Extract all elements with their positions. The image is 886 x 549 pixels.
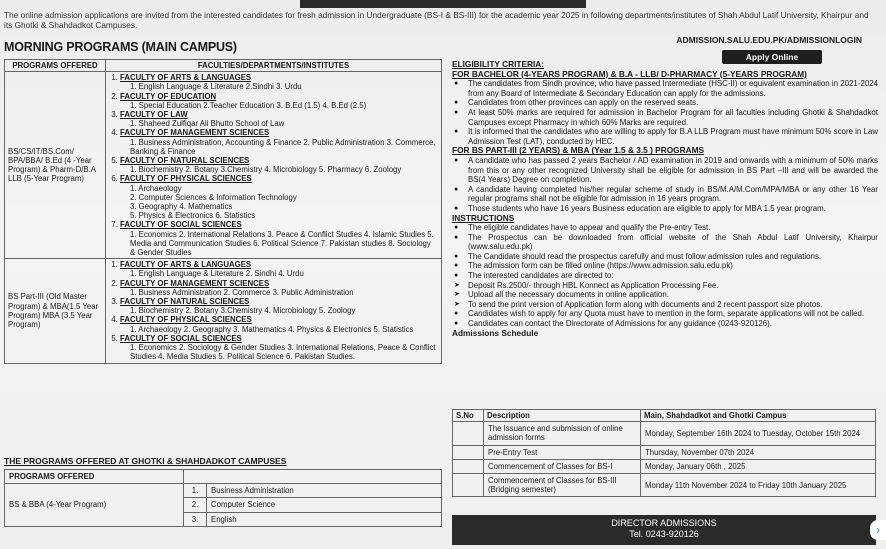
faculty-name: 4. FACULTY OF PHYSICAL SCIENCES — [120, 315, 252, 325]
schedule-date: Thursday, November 07th 2024 — [641, 445, 876, 459]
schedule-title: Admissions Schedule — [452, 327, 539, 338]
schedule-desc: Commencement of Classes for BS-III (Bridging semester) — [484, 474, 641, 497]
faculty-name: 2. FACULTY OF MANAGEMENT SCIENCES — [120, 278, 270, 288]
item-name: English — [207, 512, 442, 526]
top-banner-strip — [300, 0, 586, 8]
table-row — [5, 72, 442, 259]
ghotki-program: BS & BBA (4-Year Program) — [5, 484, 184, 527]
faculty-name: 5. FACULTY OF SOCIAL SCIENCES — [120, 333, 242, 343]
list-item: ● Those students who have 16 years Business education are eligible to apply for MBA 1.5 year program. — [462, 204, 878, 214]
faculty-item — [120, 110, 438, 128]
schedule-header-campus: Main, Shahdadkot and Ghotki Campus — [641, 410, 876, 422]
table-row — [453, 445, 876, 459]
table-row — [453, 459, 876, 473]
intro-text: The online admission applications are invited from the interested candidates for fresh admission in Undergraduate (BS-I & BS-III) for the academic year 2025 in following departments/institutes of Shah Abdul Latif University, Khairpur and its Ghotki & Shahdadkot Campuses. — [4, 10, 869, 30]
admissions-schedule-table — [452, 409, 876, 497]
list-item: ● The Prospectus can be downloaded from official website of the Shah Abdul Latif University, Khairpur (www.salu.edu.pk) — [462, 233, 878, 252]
list-item: ● Candidates wish to apply for any Quota must have to mention in the form, separate applications will not be called. — [462, 309, 878, 319]
list-item: ➤ Upload all the necessary documents in online application. — [462, 290, 878, 300]
col-header-faculties: FACULTIES/DEPARTMENTS/INSTITUTES — [106, 60, 442, 72]
faculty-name: 3. FACULTY OF NATURAL SCIENCES — [120, 297, 250, 307]
schedule-header-sno: S.No — [453, 410, 484, 422]
schedule-desc: Commencement of Classes for BS-I — [484, 459, 641, 473]
schedule-desc: The Issuance and submission of online admission forms — [484, 422, 641, 445]
list-item: ● Candidates can contact the Directorate of Admissions for any guidance (0243-920126). — [462, 319, 878, 329]
faculty-item — [120, 315, 438, 333]
list-item: ➤ Deposit Rs.2500/- through HBL Konnect as Application Processing Fee. — [462, 281, 878, 291]
portal-url[interactable]: ADMISSION.SALU.EDU.PK/ADMISSIONLOGIN — [676, 35, 862, 45]
faculty-departments: 1. Economics 2. International Relations 3. Peace & Conflict Studies 4. Islamic Studies 5. Media and Communication Studies 6. Political Science 7. Pakistan studies 8. Sociology & Gender Studies — [130, 229, 434, 258]
faculty-item — [120, 334, 438, 362]
list-item: ● A candidate having completed his/her regular scheme of study in BS/M.A/M.Com/MPA/MBA or any other 16 Year regular programs shall not be eligible for admission in 16 years program. — [462, 185, 878, 204]
list-item: ● The eligible candidates have to appear and qualify the Pre-entry Test. — [462, 223, 878, 233]
list-item: ● A candidate who has passed 2 years Bachelor / AD examination in 2019 and onwards with a minimum of 50% marks from this or any other recognized University shall be eligible for admission in BS Part –III and will be awarded the BS(4 Years) Degree on completion. — [462, 156, 878, 185]
faculty-departments: 1. Archaeology 2. Geography 3. Mathematics 4. Physics & Electronics 5. Statistics — [130, 324, 414, 334]
schedule-desc: Pre-Entry Test — [484, 445, 641, 459]
faculty-departments: 1. Special Education 2.Teacher Education 3. B.Ed (1.5) 4. B.Ed (2.5) — [130, 100, 367, 110]
schedule-header-description: Description — [484, 410, 641, 422]
faculty-departments: 1. Shaheed Zulfiqar Ali Bhutto School of Law — [130, 119, 285, 129]
faculty-departments: 1. English Language & Literature 2.Sindhi 3. Urdu — [130, 82, 302, 92]
list-item: ● At least 50% marks are required for admission in Bachelor Program for all faculties including Ghotki & Shahdadkot Campuses except Pharmacy in which 60% Marks are required. — [462, 108, 878, 127]
table-row — [5, 259, 442, 363]
faculty-name: 1. FACULTY OF ARTS & LANGUAGES — [120, 73, 252, 83]
faculty-item — [120, 156, 438, 174]
ghotki-header: PROGRAMS OFFERED — [5, 470, 184, 484]
schedule-date: Monday 11th November 2024 to Friday 10th January 2025 — [641, 474, 876, 497]
faculty-item — [120, 92, 438, 110]
faculty-name: 2. FACULTY OF EDUCATION — [120, 91, 217, 101]
instructions-list — [452, 223, 878, 329]
list-item: ● Candidates from other provinces can apply on the reserved seats. — [462, 98, 878, 108]
list-item: ● The Candidate should read the prospectus carefully and must follow admission rules and regulations. — [462, 252, 878, 262]
faculty-name: 6. FACULTY OF PHYSICAL SCIENCES — [120, 174, 252, 184]
program-cell: BS/CS/IT/BS.Com/ BPA/BBA/ B.Ed (4 -Year Program) & Pharm-D/B.A LLB (5-Year Program) — [5, 72, 106, 259]
faculty-name: 5. FACULTY OF NATURAL SCIENCES — [120, 156, 250, 166]
col-header-programs: PROGRAMS OFFERED — [5, 60, 106, 72]
director-title: DIRECTOR ADMISSIONS — [611, 518, 717, 528]
faculty-departments: 1. English Language & Literature 2. Sindhi 4. Urdu — [130, 269, 304, 279]
table-row — [453, 422, 876, 445]
program-cell: BS Part-III (Old Master Program) & MBA(1.5 Year Program) MBA (3.5 Year Program) — [5, 259, 106, 363]
faculty-departments: 1. Biochemistry 2. Botany 3.Chemistry 4. Microbiology 5. Zoology — [130, 306, 356, 316]
ghotki-section-title: THE PROGRAMS OFFERED AT GHOTKI & SHAHDADKOT CAMPUSES — [4, 456, 287, 466]
faculty-name: 4. FACULTY OF MANAGEMENT SCIENCES — [120, 128, 270, 138]
bachelor-title: FOR BACHELOR (4-YEARS PROGRAM) & B.A - LLB/ D-PHARMACY (5-YEARS PROGRAM) — [452, 68, 807, 79]
faculty-list — [109, 73, 438, 257]
apply-online-button[interactable]: Apply Online — [722, 50, 822, 64]
part3-title: FOR BS PART-III (2 YEARS) & MBA (Year 1.5 & 3.5 ) PROGRAMS — [452, 145, 705, 156]
faculty-name: 1. FACULTY OF ARTS & LANGUAGES — [120, 260, 252, 270]
item-name: Computer Science — [207, 498, 442, 512]
faculty-item — [120, 128, 438, 156]
list-item: ● It is informed that the candidates who are willing to apply for B.A LLB Program must have minimum 50% score in Law Admission Test (LAT), conducted by HEC. — [462, 127, 878, 146]
faculty-item — [120, 260, 438, 278]
instructions-title: INSTRUCTIONS — [452, 212, 515, 223]
list-item: ● The interested candidates are directed to: — [462, 271, 878, 281]
faculty-departments: 1. Business Administration, Accounting & Finance 2. Public Administration 3. Commerce, Banking & Finance — [130, 137, 436, 156]
faculty-item — [120, 297, 438, 315]
faculty-list — [109, 260, 438, 361]
faculty-cell — [106, 259, 442, 363]
table-row — [5, 484, 442, 498]
chevron-right-icon[interactable]: › — [870, 520, 886, 540]
item-number: 1. — [184, 484, 207, 498]
eligibility-section — [452, 60, 878, 338]
faculty-departments: 1. Business Administration 2. Commerce 3. Public Administration — [130, 287, 354, 297]
schedule-date: Monday, January 06th , 2025 — [641, 459, 876, 473]
item-number: 3. — [184, 512, 207, 526]
faculty-item — [120, 220, 438, 257]
bachelor-criteria-list — [452, 79, 878, 146]
ghotki-programs-table — [4, 469, 442, 527]
faculty-item — [120, 174, 438, 220]
schedule-date: Monday, September 16th 2024 to Tuesday, October 15th 2024 — [641, 422, 876, 445]
faculty-departments: 1. Archaeology 2. Computer Sciences & Information Technology 3. Geography 4. Mathematics 5. Physics & Electronics 6. Statistics — [130, 183, 297, 221]
page-heading: MORNING PROGRAMS (MAIN CAMPUS) — [4, 40, 237, 54]
faculty-item — [120, 279, 438, 297]
item-name: Business Administration — [207, 484, 442, 498]
part3-criteria-list — [452, 156, 878, 214]
list-item: ● The candidates from Sindh province, who have passed Intermediate (HSC-II) or equivalent examination in 2021-2024 from any Board of Intermediate & Secondary Education can apply for the admissions. — [462, 79, 878, 98]
list-item: ● The admission form can be filled online (https://www.admission.salu.edu.pk) — [462, 261, 878, 271]
faculty-cell — [106, 72, 442, 259]
eligibility-title: ELIGIBILITY CRITERIA: — [452, 59, 545, 69]
list-item: ➤ To send the print version of Application form along with documents and 2 recent passport size photos. — [462, 300, 878, 310]
director-footer — [452, 515, 876, 545]
ghotki-header-blank — [184, 470, 442, 484]
table-row — [453, 474, 876, 497]
faculty-name: 3. FACULTY OF LAW — [120, 110, 188, 120]
faculty-item — [120, 73, 438, 91]
faculty-name: 7. FACULTY OF SOCIAL SCIENCES — [120, 220, 242, 230]
morning-programs-table — [4, 59, 442, 364]
faculty-departments: 1. Economics 2. Sociology & Gender Studies 3. International Relations, Peace & Conflict Studies 4. Media Studies 5. Political Science 6. Pakistan Studies. — [130, 343, 436, 362]
director-tel: Tel. 0243-920126 — [629, 529, 699, 539]
item-number: 2. — [184, 498, 207, 512]
faculty-departments: 1. Biochemistry 2. Botany 3.Chemistry 4. Microbiology 5. Pharmacy 6. Zoology — [130, 165, 402, 175]
